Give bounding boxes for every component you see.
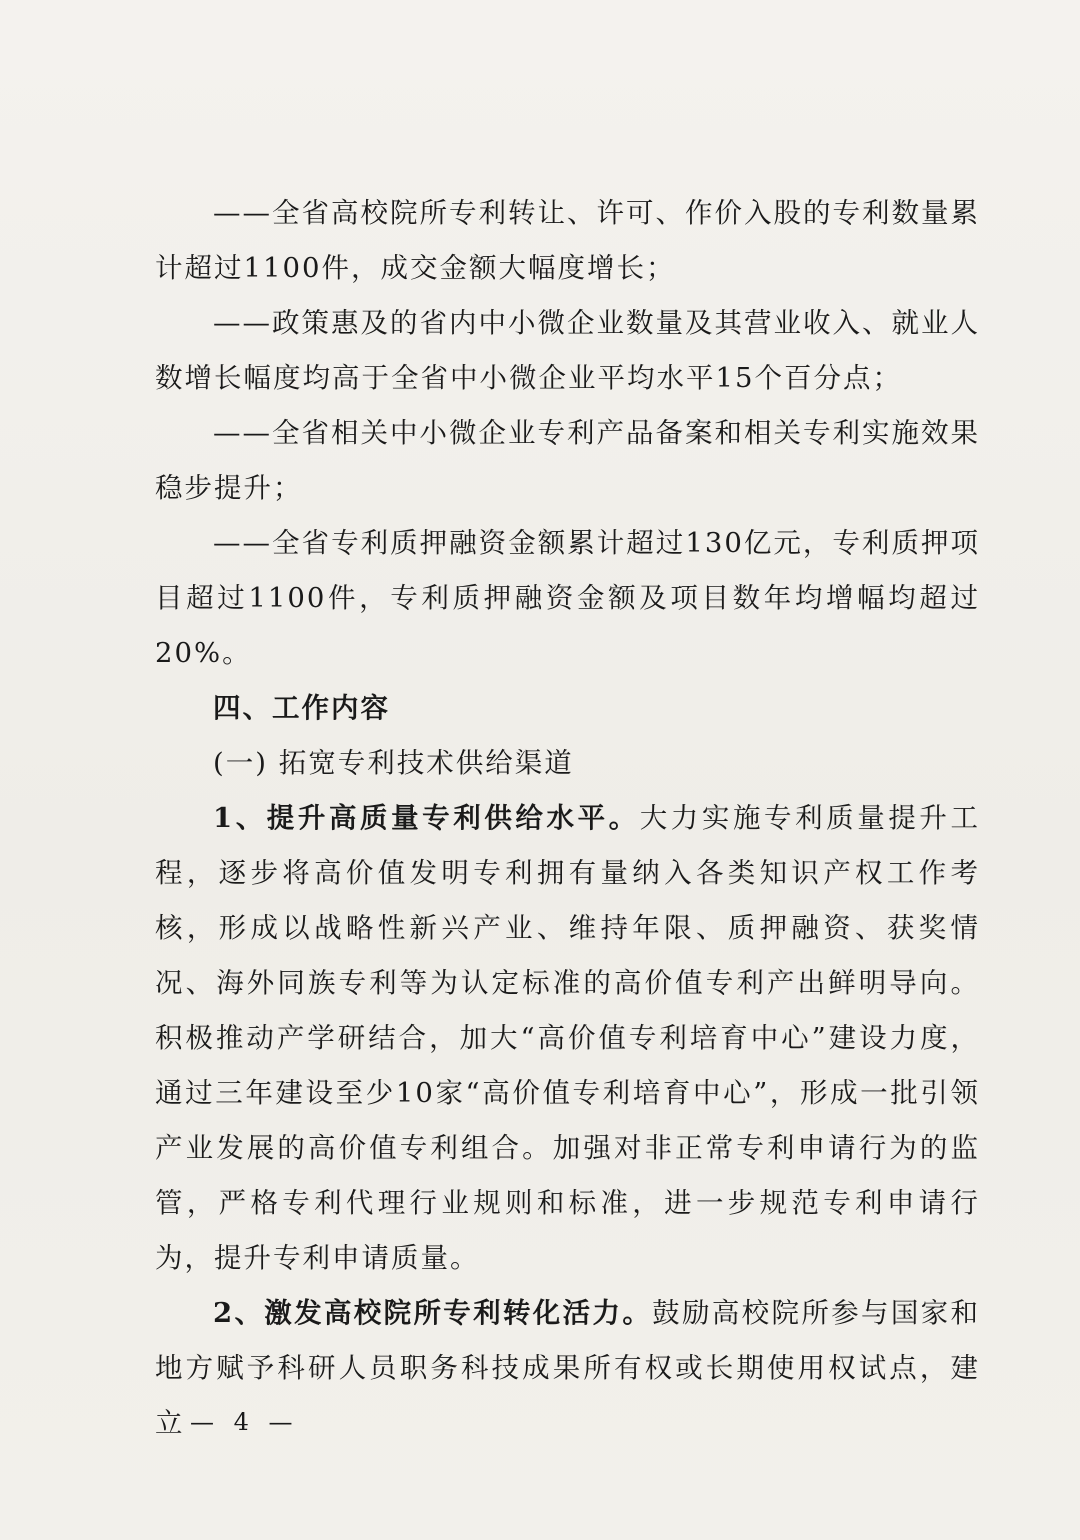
section-heading: 四、工作内容: [213, 692, 390, 724]
item-2-lead: 2、激发高校院所专利转化活力。: [213, 1297, 653, 1329]
paragraph-target-1: ——全省高校院所专利转让、许可、作价入股的专利数量累计超过1100件，成交金额大幅度增长；: [155, 197, 980, 284]
body-text: [155, 186, 980, 1451]
paragraph-target-2: ——政策惠及的省内中小微企业数量及其营业收入、就业人数增长幅度均高于全省中小微企业平均水平15个百分点；: [155, 307, 980, 394]
item-1-lead: 1、提升高质量专利供给水平。: [213, 802, 640, 834]
paragraph-target-3: ——全省相关中小微企业专利产品备案和相关专利实施效果稳步提升；: [155, 417, 980, 504]
item-1-body: 大力实施专利质量提升工程，逐步将高价值发明专利拥有量纳入各类知识产权工作考核，形成以战略性新兴产业、维持年限、质押融资、获奖情况、海外同族专利等为认定标准的高价值专利产出鲜明导向。积极推动产学研结合，加大“高价值专利培育中心”建设力度，通过三年建设至少10家“高价值专利培育中心”，形成一批引领产业发展的高价值专利组合。加强对非正常专利申请行为的监管，严格专利代理行业规则和标准，进一步规范专利申请行为，提升专利申请质量。: [155, 802, 980, 1274]
subsection-heading: (一) 拓宽专利技术供给渠道: [213, 747, 574, 779]
item-2-body: 鼓励高校院所参与国家和地方赋予科研人员职务科技成果所有权或长期使用权试点，建立: [155, 1297, 980, 1439]
page-number: — 4 —: [190, 1408, 299, 1436]
paragraph-target-4: ——全省专利质押融资金额累计超过130亿元，专利质押项目超过1100件，专利质押融资金额及项目数年均增幅均超过20%。: [155, 527, 980, 669]
item-1: [155, 791, 980, 1286]
